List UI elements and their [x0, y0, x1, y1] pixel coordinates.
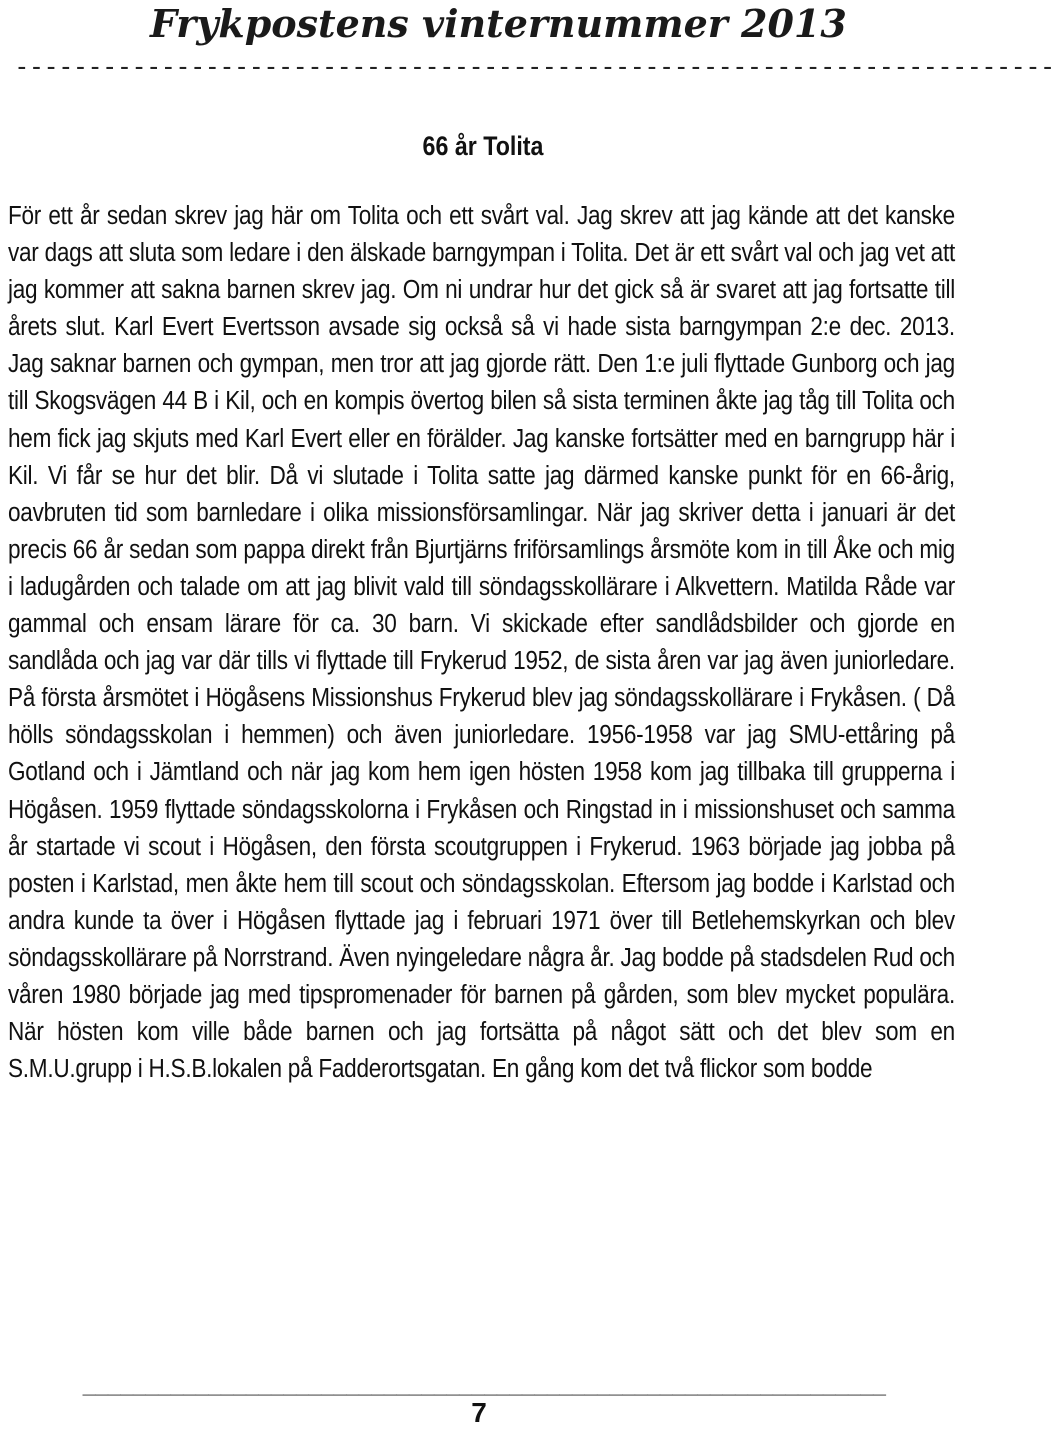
article-title: 66 år Tolita [422, 131, 544, 161]
article-body: För ett år sedan skrev jag här om Tolita och ett svårt val. Jag skrev att jag kände att det kanske var dags att sluta som ledare i den älskade barngympan i Tolita. Det är ett svårt val och jag vet att jag kommer att sakna barnen skrev jag. Om ni undrar hur det gick så är svaret att jag fortsatte till årets slut. Karl Evert Evertsson avsade sig också så vi hade sista barngympan 2:e dec. 2013. Jag saknar barnen och gympan, men tror att jag gjorde rätt. Den 1:e juli flyttade Gunborg och jag till Skogsvägen 44 B i Kil, och en kompis övertog bilen så sista terminen åkte jag tåg till Tolita och hem fick jag skjuts med Karl Evert eller en förälder. Jag kanske fortsätter med en barngrupp här i Kil. Vi får se hur det blir. Då vi slutade i Tolita satte jag därmed kanske punkt för en 66-årig, oavbruten tid som barnledare i olika missionsförsamlingar. När jag skriver detta i januari är det precis 66 år sedan som pappa direkt från Bjurtjärns friförsamlings årsmöte kom in till Åke och mig i ladugården och talade om att jag blivit vald till söndagsskollärare i Alkvettern. Matilda Råde var gammal och ensam lärare för ca. 30 barn. Vi skickade efter sandlådsbilder och gjorde en sandlåda och jag var där tills vi flyttade till Frykerud 1952, de sista åren var jag även juniorledare. På första årsmötet i Högåsens Missionshus Frykerud blev jag söndagsskollärare i Frykåsen. ( Då hölls söndagsskolan i hemmen) och även juniorledare. 1956-1958 var jag SMU-ettåring på Gotland och i Jämtland och när jag kom hem igen hösten 1958 kom jag tillbaka till grupperna i Högåsen. 1959 flyttade söndagsskolorna i Frykåsen och Ringstad in i missionshuset och samma år startade vi scout i Högåsen, den första scoutgruppen i Frykerud. 1963 började jag jobba på posten i Karlstad, men åkte hem till scout och söndagsskolan. Eftersom jag bodde i Karlstad och andra kunde ta över i Högåsen flyttade jag i februari 1971 över till Betlehemskyrkan och blev söndagsskollärare på Norrstrand. Även nyingeledare några år. Jag bodde på stadsdelen Rud och våren 1980 började jag med tipspromenader för barnen på gården, som blev mycket populära. När hösten kom ville både barnen och jag fortsätta på något sätt och det blev som en S.M.U.grupp i H.S.B.lokalen på Fadderortsgatan. En gång kom det två flickor som bodde [8, 202, 955, 1084]
header-divider: ----------------------------------------------------------------------- [14, 52, 1054, 82]
masthead-title: Frykpostens vinternummer 2013 [150, 1, 847, 46]
page-footer [26, 1372, 946, 1430]
page-number: 7 [471, 1397, 487, 1428]
footer-divider: ________________________________________________________________ [82, 1371, 886, 1396]
page-header [14, 0, 1054, 82]
article [8, 120, 958, 1088]
